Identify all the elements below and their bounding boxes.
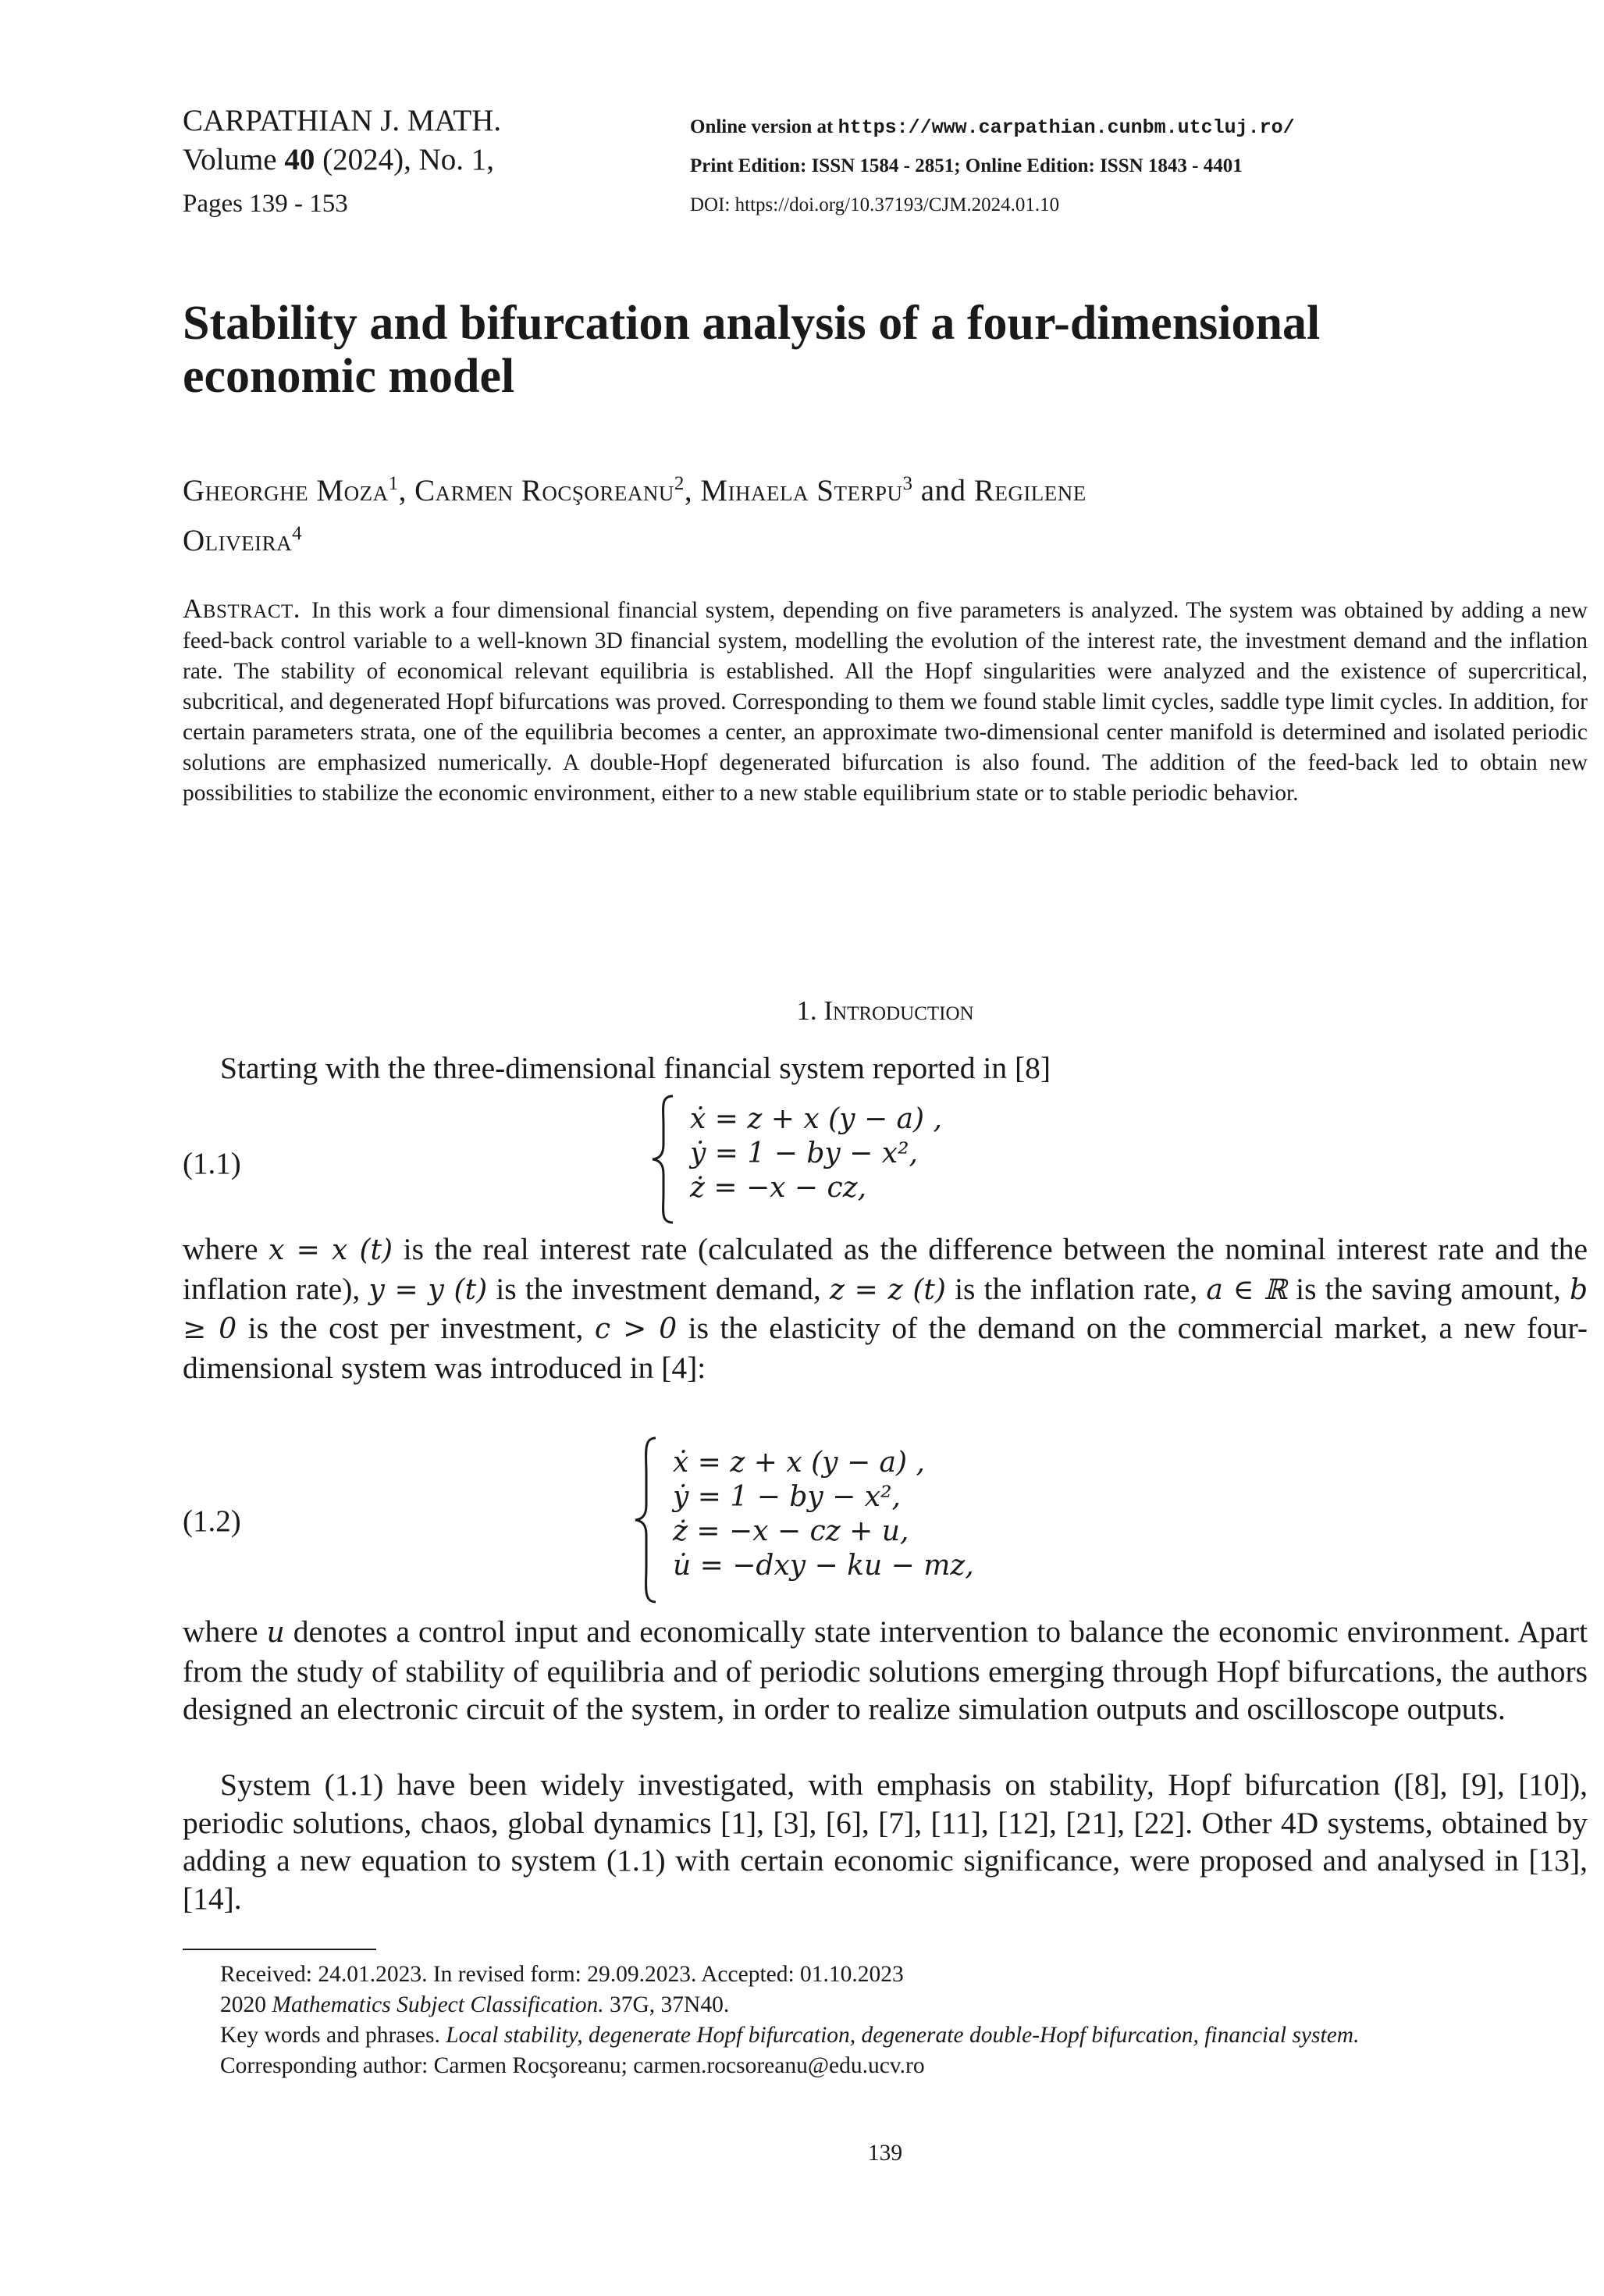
- section-number: 1.: [796, 995, 817, 1026]
- paragraph-text: is the inflation rate,: [945, 1271, 1207, 1306]
- equation-row: ż = −x − cz + u,: [673, 1515, 909, 1547]
- inline-math: u: [266, 1617, 285, 1649]
- received-dates: [183, 1960, 1588, 1990]
- paragraph-text: where: [183, 1614, 267, 1649]
- volume-number: 40: [284, 143, 315, 176]
- title-line-1: Stability and bifurcation analysis of a four-dimensional: [183, 297, 1321, 350]
- footnote-label: Mathematics Subject Classification.: [272, 1992, 604, 2017]
- abstract-text: In this work a four dimensional financial system, depending on five parameters is analyzed. The system was obtained by adding a new feed-back control variable to a well-known 3D financial system, modelling the evolution of the interest rate, the investment demand and the inflation rate. The stability of economical relevant equilibria is established. All the Hopf singularities were analyzed and the existence of supercritical, subcritical, and degenerated Hopf bifurcations was proved. Corresponding to them we found stable limit cycles, saddle type limit cycles. In addition, for certain parameters strata, one of the equilibria becomes a center, an approximate two-dimensional center manifold is determined and isolated periodic solutions are emphasized numerically. A double-Hopf degenerated bifurcation is also found. The addition of the feed-back led to obtain new possibilities to stabilize the economic environment, either to a new stable equilibrium state or to stable periodic behavior.: [183, 598, 1588, 806]
- online-url-link[interactable]: https://www.carpathian.cunbm.utcluj.ro/: [838, 116, 1295, 139]
- paragraph-text: is the saving amount,: [1286, 1271, 1570, 1306]
- footnote-rule: [183, 1949, 376, 1950]
- footnotes: [183, 1960, 1588, 2081]
- paragraph-text: denotes a control input and economically state intervention to balance the economic environment. Apart from the study of stability of equilibria and of periodic solutions emerging through Hopf bifurcations, the authors designed an electronic circuit of the system, in order to realize simulation outputs and oscilloscope outputs.: [183, 1614, 1588, 1726]
- equation-system: [673, 1446, 974, 1583]
- footnote-text: 37G, 37N40.: [603, 1992, 730, 2017]
- author-name: Gheorghe Moza: [183, 474, 389, 507]
- affiliation-mark: 2: [674, 473, 685, 494]
- equation-row: ẋ = z + x (y − a) ,: [673, 1447, 925, 1479]
- author-conjunction: and: [920, 474, 966, 507]
- author-name: Mihaela Sterpu: [700, 474, 903, 507]
- affiliation-mark: 1: [388, 473, 399, 494]
- equation-row: ẏ = 1 − by − x²,: [690, 1137, 918, 1169]
- page-number: 139: [867, 2141, 903, 2166]
- volume-prefix: Volume: [183, 143, 285, 176]
- paragraph-text: where: [183, 1232, 269, 1266]
- author-name: Regilene: [973, 474, 1087, 507]
- author-name: Oliveira: [183, 524, 293, 557]
- inline-math: y = y (t): [368, 1273, 488, 1306]
- paragraph-text: is the cost per investment,: [237, 1311, 595, 1345]
- equation-brace: [649, 1093, 681, 1229]
- affiliation-mark: 3: [902, 473, 913, 494]
- print-edition: Print Edition: ISSN 1584 - 2851; Online Edition: ISSN 1843 - 4401: [690, 155, 1243, 176]
- footnote-text: Received: 24.01.2023. In revised form: 29.09.2023. Accepted: 01.10.2023: [220, 1962, 904, 1987]
- affiliation-mark: 4: [292, 523, 303, 544]
- online-label: Online version at: [690, 116, 838, 137]
- footnote-text: Local stability, degenerate Hopf bifurcation, degenerate double-Hopf bifurcation, financial system.: [439, 2023, 1360, 2048]
- paragraph-text: is the real interest rate (calculated as the difference between the nominal interest rate and the inflation rate),: [183, 1232, 1588, 1306]
- abstract: [183, 593, 1588, 809]
- journal-volume: [183, 141, 494, 180]
- corresponding-author: [183, 2051, 1588, 2081]
- keywords: [183, 2020, 1588, 2051]
- definitions-paragraph: [183, 1230, 1588, 1386]
- literature-paragraph: [183, 1766, 1588, 1917]
- inline-math: b ≥ 0: [183, 1273, 1588, 1345]
- section-heading: [183, 993, 1588, 1028]
- author-name: Carmen Rocşoreanu: [414, 474, 674, 507]
- equation-label: (1.1): [183, 1147, 241, 1180]
- equation-row: ż = −x − cz,: [690, 1172, 867, 1204]
- inline-math: a ∈ ℝ: [1206, 1273, 1287, 1306]
- inline-math: x = x (t): [269, 1234, 393, 1266]
- equation-system: [690, 1102, 942, 1205]
- footnote-label: Key words and phrases.: [220, 2023, 440, 2048]
- footnote-text: 2020: [220, 1992, 272, 2017]
- intro-paragraph: [183, 1049, 1588, 1087]
- author-list: Gheorghe Moza$^1$, Carmen Rocşoreanu$^2$, Mihaela Sterpu$^3$ and Regilene Oliveira$^4$: [183, 473, 1087, 557]
- equation-brace: [632, 1435, 663, 1608]
- equation-row: ẏ = 1 − by − x²,: [673, 1481, 901, 1513]
- paragraph-text: System (1.1) have been widely investigated, with emphasis on stability, Hopf bifurcation ([8], [9], [10]), periodic solutions, chaos, global dynamics [1], [3], [6], [7], [11], [12], [21], [22]. Other 4D systems, obtained by adding a new equation to system (1.1) with certain economic significance, were proposed and analysed in [13], [14].: [183, 1767, 1588, 1916]
- msc-classification: [183, 1990, 1588, 2020]
- online-version: [690, 109, 1295, 145]
- paper-title: [183, 297, 1463, 403]
- journal-pages: Pages 139 - 153: [183, 190, 348, 218]
- paragraph-text: is the elasticity of the demand on the commercial market, a new four-dimensional system was introduced in [4]:: [183, 1311, 1588, 1385]
- equation-row: u̇ = −dxy − ku − mz,: [673, 1550, 974, 1582]
- control-paragraph: [183, 1613, 1588, 1728]
- title-line-2: economic model: [183, 350, 515, 403]
- section-title: Introduction: [823, 995, 974, 1026]
- journal-name: CARPATHIAN J. MATH.: [183, 104, 502, 137]
- doi-link[interactable]: DOI: https://doi.org/10.37193/CJM.2024.01.10: [690, 194, 1060, 215]
- paragraph-text: is the investment demand,: [487, 1271, 830, 1306]
- inline-math: c > 0: [594, 1313, 678, 1345]
- inline-math: z = z (t): [829, 1273, 946, 1306]
- equation-row: ẋ = z + x (y − a) ,: [690, 1103, 942, 1135]
- abstract-heading: Abstract.: [183, 593, 301, 624]
- intro-text: Starting with the three-dimensional financial system reported in [8]: [220, 1051, 1051, 1085]
- footnote-text: Corresponding author: Carmen Rocşoreanu; carmen.rocsoreanu@edu.ucv.ro: [220, 2053, 925, 2078]
- equation-label: (1.2): [183, 1504, 241, 1538]
- volume-suffix: (2024), No. 1,: [315, 143, 495, 176]
